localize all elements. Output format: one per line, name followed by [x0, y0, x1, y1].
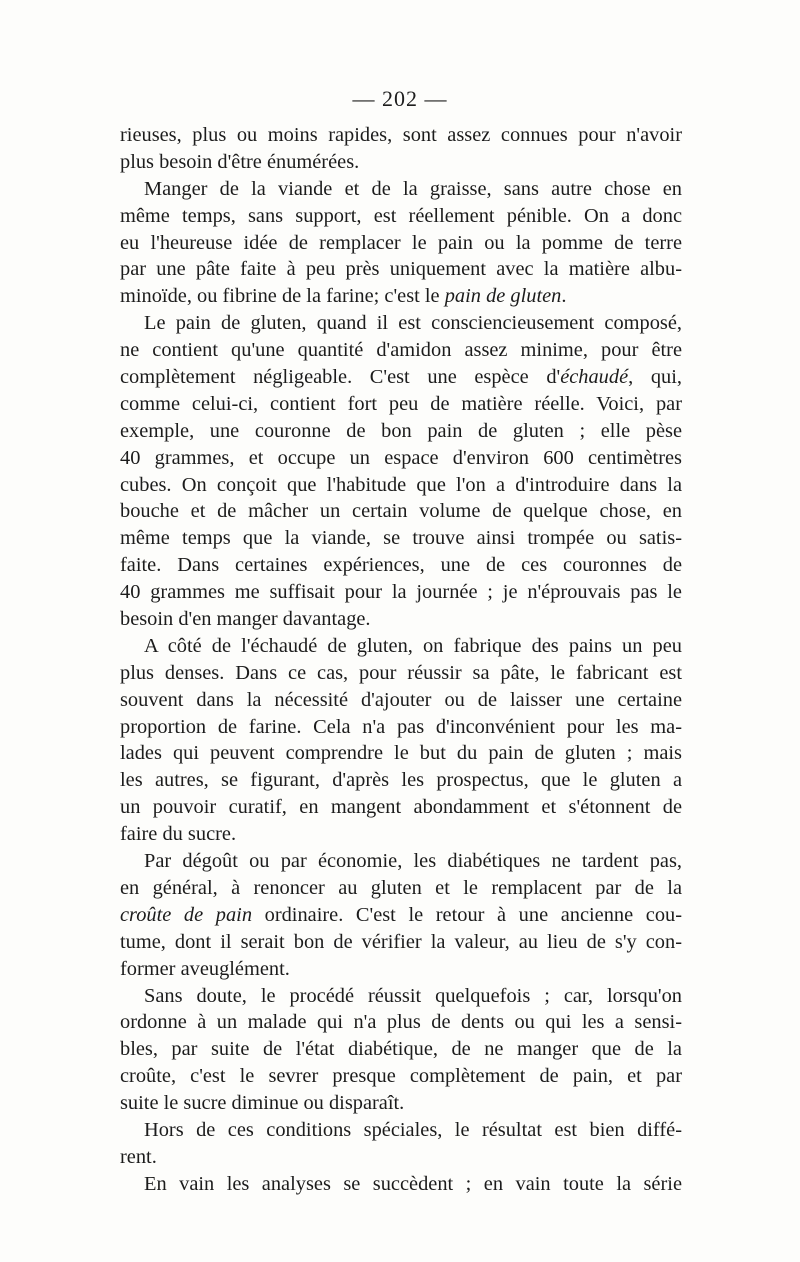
text-line: un pouvoir curatif, en mangent abondamment et s'étonnent de: [120, 796, 682, 819]
text-line: rieuses, plus ou moins rapides, sont assez connues pour n'avoir: [120, 124, 682, 146]
text-line: même temps que la viande, se trouve ainsi trompée ou satis-: [120, 527, 682, 550]
italic-phrase: pain de gluten: [444, 285, 562, 308]
text-line: croûte, c'est le sevrer presque complètement de pain, et par: [120, 1065, 682, 1088]
text-line: même temps, sans support, est réellement pénible. On a donc: [120, 204, 682, 227]
text-line: ordonne à un malade qui n'a plus de dents ou qui les a sensi-: [120, 1011, 682, 1034]
text-line: lades qui peuvent comprendre le but du pain de gluten ; mais: [120, 742, 682, 765]
text-line: tume, dont il serait bon de vérifier la valeur, au lieu de s'y con-: [120, 930, 682, 953]
italic-phrase: échaudé: [560, 366, 629, 389]
text-line: cubes. On conçoit que l'habitude que l'on a d'introduire dans la: [120, 473, 682, 496]
text-line: former aveuglément.: [120, 957, 290, 980]
text-line: bouche et de mâcher un certain volume de quelque chose, en: [120, 500, 682, 523]
text-line: bles, par suite de l'état diabétique, de ne manger que de la: [120, 1038, 682, 1061]
text-line: besoin d'en manger davantage.: [120, 608, 371, 631]
text-line: plus besoin d'être énumérées.: [120, 150, 360, 173]
text-line: en général, à renoncer au gluten et le remplacent par de la: [120, 876, 682, 899]
text-segment: .: [561, 285, 567, 308]
text-line: Par dégoût ou par économie, les diabétiques ne tardent pas,: [144, 850, 682, 873]
text-line: Manger de la viande et de la graisse, sans autre chose en: [144, 177, 682, 200]
text-line: comme celui-ci, contient fort peu de matière réelle. Voici, par: [120, 392, 682, 415]
text-line: suite le sucre diminue ou disparaît.: [120, 1092, 405, 1115]
italic-phrase: croûte de pain: [120, 903, 253, 926]
text-line: [120, 902, 682, 929]
text-segment: , qui,: [628, 366, 682, 389]
text-line: [120, 364, 682, 391]
text-segment: minoïde, ou fibrine de la farine; c'est le: [120, 285, 445, 308]
text-line: plus denses. Dans ce cas, pour réussir sa pâte, le fabricant est: [120, 661, 682, 684]
text-line: 40 grammes me suffisait pour la journée ; je n'éprouvais pas le: [120, 581, 682, 604]
text-line: les autres, se figurant, d'après les prospectus, que le gluten a: [120, 769, 682, 792]
text-line: exemple, une couronne de bon pain de gluten ; elle pèse: [120, 419, 682, 442]
text-line: [120, 283, 682, 310]
text-segment: ordinaire. C'est le retour à une ancienne cou-: [252, 903, 682, 926]
text-line: eu l'heureuse idée de remplacer le pain ou la pomme de terre: [120, 231, 682, 254]
text-line: Hors de ces conditions spéciales, le résultat est bien diffé-: [144, 1118, 682, 1141]
text-segment: complètement négligeable. C'est une espèce d': [120, 366, 561, 389]
text-line: Le pain de gluten, quand il est consciencieusement composé,: [144, 312, 682, 335]
text-line: rent.: [120, 1145, 157, 1168]
text-line: A côté de l'échaudé de gluten, on fabrique des pains un peu: [144, 634, 682, 657]
text-line: souvent dans la nécessité d'ajouter ou de laisser une certaine: [120, 688, 682, 711]
text-line: ne contient qu'une quantité d'amidon assez minime, pour être: [120, 339, 682, 362]
text-line: faire du sucre.: [120, 823, 237, 846]
text-line: 40 grammes, et occupe un espace d'environ 600 centimètres: [120, 446, 682, 469]
text-line: proportion de farine. Cela n'a pas d'inconvénient pour les ma-: [120, 715, 682, 738]
body-text: [120, 122, 682, 1198]
text-line: Sans doute, le procédé réussit quelquefois ; car, lorsqu'on: [144, 984, 682, 1007]
text-line: par une pâte faite à peu près uniquement avec la matière albu-: [120, 258, 682, 281]
text-line: En vain les analyses se succèdent ; en vain toute la série: [144, 1172, 682, 1195]
text-line: faite. Dans certaines expériences, une de ces couronnes de: [120, 554, 682, 577]
page-number: — 202 —: [352, 86, 448, 111]
